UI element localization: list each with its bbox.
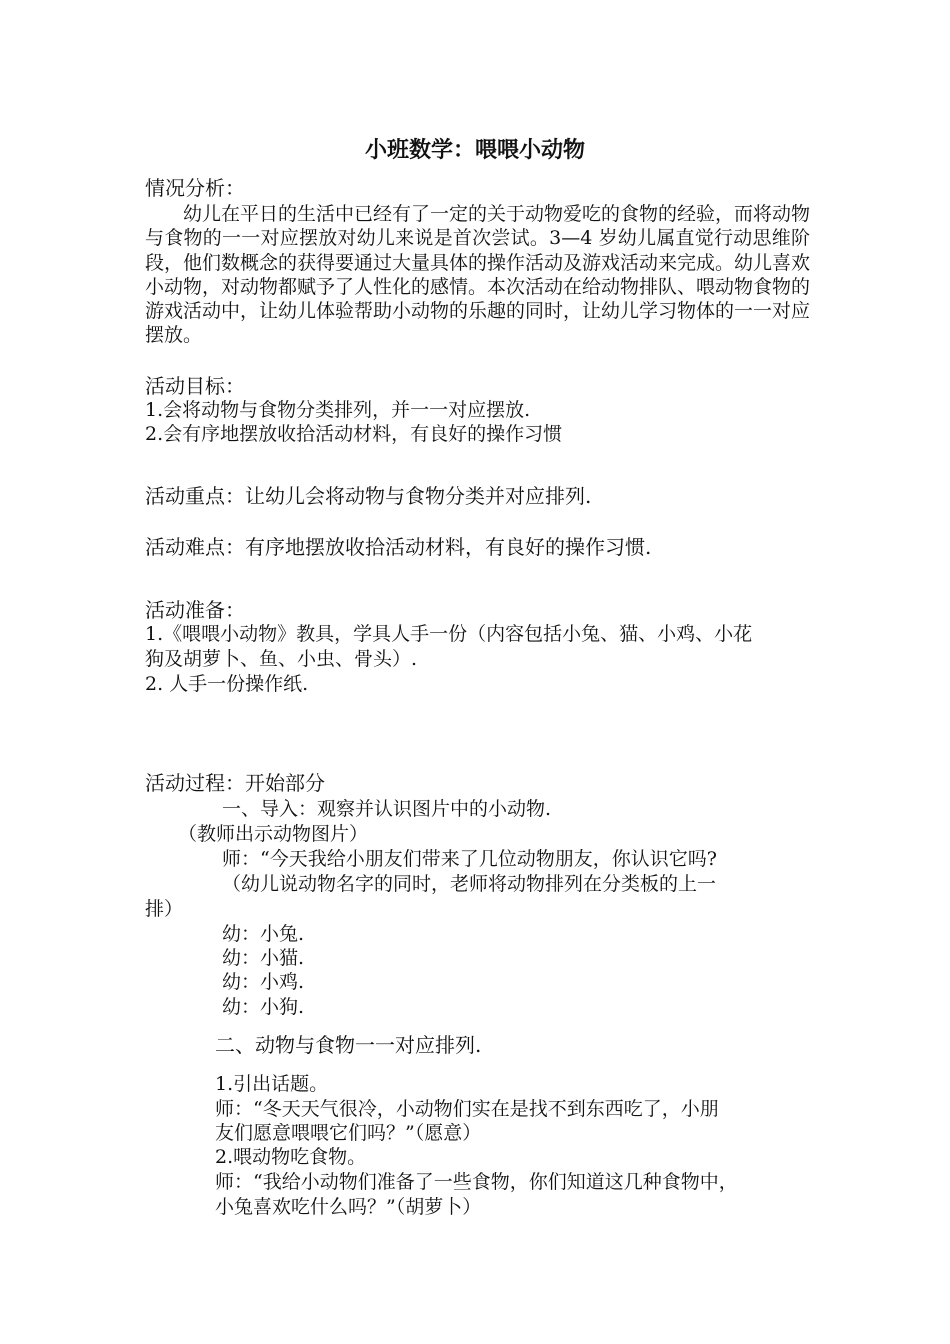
- document-title: 小班数学：喂喂小动物: [364, 137, 585, 163]
- part-2-title: 二、动物与食物一一对应排列.: [215, 1033, 482, 1057]
- preparation-item-2: 2. 人手一份操作纸.: [145, 673, 309, 695]
- child-answer-2: 幼：小猫.: [222, 947, 305, 969]
- note-2-line-1: （幼儿说动物名字的同时，老师将动物排列在分类板的上一: [222, 873, 717, 895]
- teacher-line-2-a: 师：“冬天天气很冷，小动物们实在是找不到东西吃了，小朋: [215, 1098, 719, 1120]
- goals-heading: 活动目标：: [145, 374, 245, 398]
- teacher-line-3-a: 师：“我给小动物们准备了一些食物，你们知道这几种食物中，: [215, 1171, 738, 1193]
- process-heading: 活动过程：开始部分: [145, 771, 325, 795]
- preparation-item-1-line-1: 1.《喂喂小动物》教具，学具人手一份（内容包括小兔、猫、小鸡、小花: [145, 623, 753, 645]
- part-1-title: 一、导入：观察并认识图片中的小动物.: [222, 798, 552, 820]
- note-2-line-2: 排）: [145, 898, 184, 920]
- difficulty-point: 活动难点：有序地摆放收拾活动材料，有良好的操作习惯.: [145, 535, 652, 559]
- step-1: 1.引出话题。: [215, 1073, 329, 1095]
- child-answer-3: 幼：小鸡.: [222, 971, 305, 993]
- goal-item-1: 1.会将动物与食物分类排列，并一一对应摆放.: [145, 399, 531, 421]
- preparation-heading: 活动准备：: [145, 598, 245, 622]
- step-2: 2.喂动物吃食物。: [215, 1146, 367, 1168]
- key-point: 活动重点：让幼儿会将动物与食物分类并对应排列.: [145, 484, 592, 508]
- preparation-item-1-line-2: 狗及胡萝卜、鱼、小虫、骨头）.: [145, 648, 418, 670]
- part-1-note: （教师出示动物图片）: [178, 823, 369, 845]
- analysis-heading: 情况分析：: [145, 176, 245, 200]
- teacher-line-2-b: 友们愿意喂喂它们吗？”（愿意）: [215, 1122, 482, 1144]
- teacher-line-3-b: 小兔喜欢吃什么吗？”（胡萝卜）: [215, 1196, 482, 1218]
- goal-item-2: 2.会有序地摆放收拾活动材料，有良好的操作习惯: [145, 423, 563, 445]
- child-answer-1: 幼：小兔.: [222, 923, 305, 945]
- analysis-paragraph: 幼儿在平日的生活中已经有了一定的关于动物爱吃的食物的经验，而将动物与食物的一一对应摆放对幼儿来说是首次尝试。3—4 岁幼儿属直觉行动思维阶段，他们数概念的获得要通过大量具体的操作活动及游戏活动来完成。幼儿喜欢小动物，对动物都赋予了人性化的感情。本次活动在给动物排队、喂动物食物的游戏活动中，让幼儿体验帮助小动物的乐趣的同时，让幼儿学习物体的一一对应摆放。: [145, 203, 811, 347]
- child-answer-4: 幼：小狗.: [222, 996, 305, 1018]
- teacher-line-1: 师：“今天我给小朋友们带来了几位动物朋友，你认识它吗?: [222, 848, 717, 870]
